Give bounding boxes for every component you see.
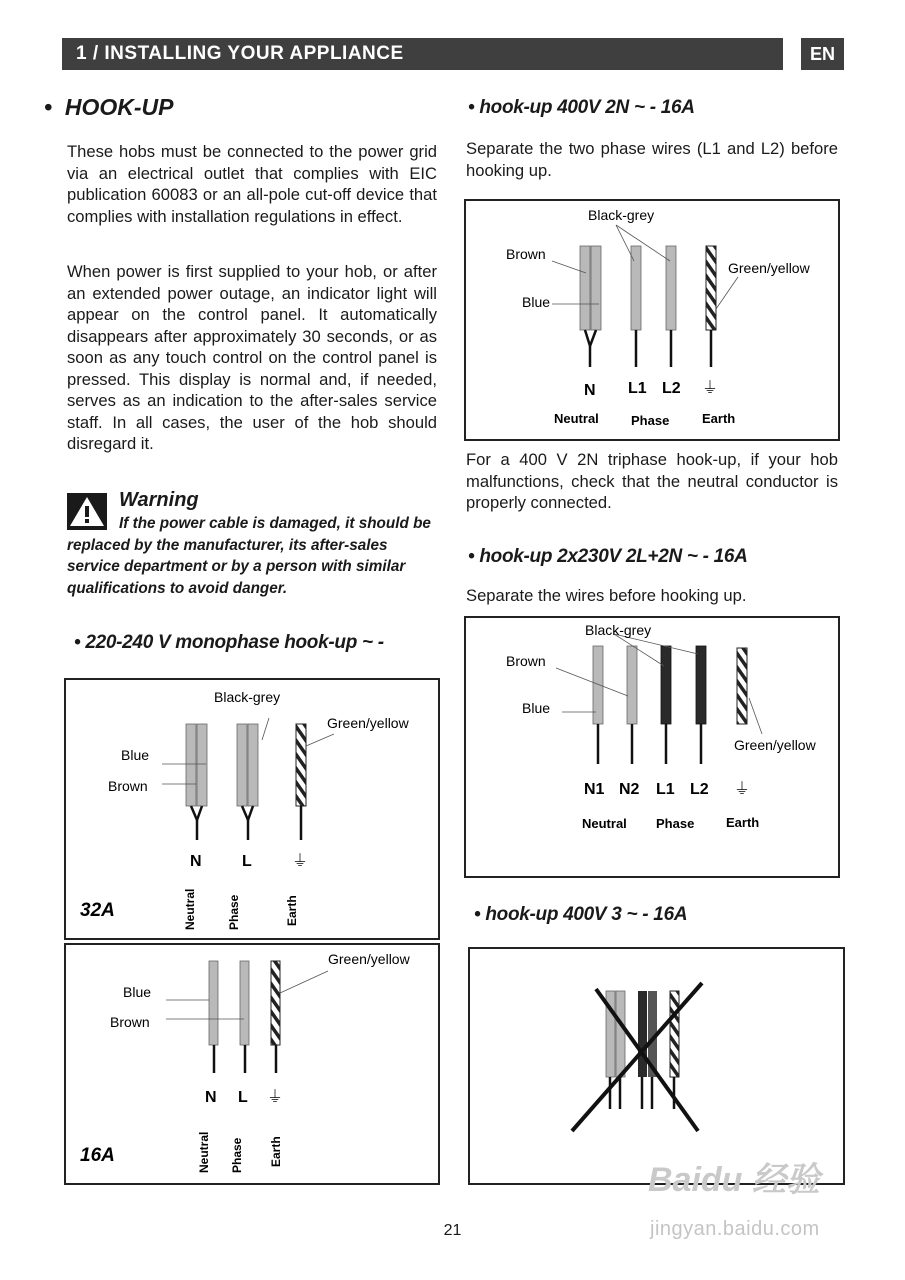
label-black-grey: Black-grey [214,689,281,705]
label-green-yellow: Green/yellow [734,737,816,753]
role-phase: Phase [227,894,241,930]
role-neutral: Neutral [197,1131,211,1173]
rating-32a: 32A [80,900,115,921]
label-green-yellow: Green/yellow [327,715,409,731]
role-phase: Phase [631,413,670,428]
rating-16a: 16A [80,1145,115,1166]
diagram-400v-2n [464,199,840,441]
terminal-n: N [190,853,202,870]
label-brown: Brown [506,246,546,262]
hookup-paragraph-1: These hobs must be connected to the power grid via an electrical outlet that complies with EIC publication 60083 or an all-pole cut-off device that complies with installation regulations in effect. [67,142,437,226]
diagram-monophase-32a [64,678,440,940]
section-title [44,94,173,121]
diagram-400v-3-crossed [468,947,845,1185]
watermark-url: jingyan.baidu.com [650,1218,820,1240]
label-blue: Blue [522,294,551,310]
label-black-grey: Black-grey [585,622,652,638]
terminal-l2: L2 [662,380,681,397]
terminal-l1: L1 [656,781,675,798]
role-phase: Phase [656,816,695,831]
role-earth: Earth [285,895,299,926]
role-neutral: Neutral [554,411,599,426]
warning-title: Warning [119,489,199,511]
role-earth: Earth [726,815,760,830]
hookup-400v-2n-note: For a 400 V 2N triphase hook-up, if your hob malfunctions, check that the neutral conductor is properly connected. [466,450,838,512]
label-blue: Blue [123,984,152,1000]
hookup-400v-3-title: • hook-up 400V 3 ~ - 16A [474,904,688,925]
hookup-title: HOOK-UP [64,94,174,120]
terminal-l: L [238,1089,248,1106]
terminal-n: N [584,382,596,399]
diagram-monophase-16a [64,943,440,1185]
role-neutral: Neutral [183,888,197,930]
role-earth: Earth [702,411,736,426]
watermark-brand: Baidu 经验 [648,1161,820,1199]
label-blue: Blue [121,747,150,763]
hookup-2x230v-intro: Separate the wires before hooking up. [466,586,747,605]
terminal-n2: N2 [619,781,640,798]
role-phase: Phase [230,1137,244,1173]
hookup-paragraph-2: When power is first supplied to your hob, or after an extended power outage, an indicator light will appear on the control panel. It automatically disappears after approximately 30 seconds, or as soon as any touch control on the control panel is pressed. This display is normal and, if needed, serves as an indication to the after-sales service staff. In all cases, the user of the hob should disregard it. [67,262,437,453]
hookup-400v-2n-title: • hook-up 400V 2N ~ - 16A [468,97,695,118]
language-badge: EN [801,38,844,70]
label-black-grey: Black-grey [588,207,655,223]
hookup-400v-2n-intro: Separate the two phase wires (L1 and L2) before hooking up. [466,139,838,180]
label-green-yellow: Green/yellow [728,260,810,276]
terminal-l: L [242,853,252,870]
monophase-title: • 220-240 V monophase hook-up ~ - [74,632,384,653]
label-brown: Brown [108,778,148,794]
terminal-n: N [205,1089,217,1106]
warning-text: If the power cable is damaged, it should be replaced by the manufacturer, its after-sales service department or by a person with similar qualifications to avoid danger. [67,515,431,597]
label-brown: Brown [506,653,546,669]
hookup-2x230v-title: • hook-up 2x230V 2L+2N ~ - 16A [468,546,748,567]
earth-icon: ⏚ [267,1089,284,1106]
terminal-l2: L2 [690,781,709,798]
diagram-2x230v [464,616,840,878]
label-blue: Blue [522,700,551,716]
bullet: • [44,94,53,120]
role-neutral: Neutral [582,816,627,831]
earth-icon: ⏚ [734,781,751,798]
earth-icon: ⏚ [292,853,309,870]
terminal-n1: N1 [584,781,605,798]
role-earth: Earth [269,1136,283,1167]
terminal-l1: L1 [628,380,647,397]
earth-icon: ⏚ [702,380,719,397]
chapter-header: 1 / INSTALLING YOUR APPLIANCE [62,38,783,70]
label-brown: Brown [110,1014,150,1030]
label-green-yellow: Green/yellow [328,951,410,967]
page-number: 21 [443,1222,462,1239]
